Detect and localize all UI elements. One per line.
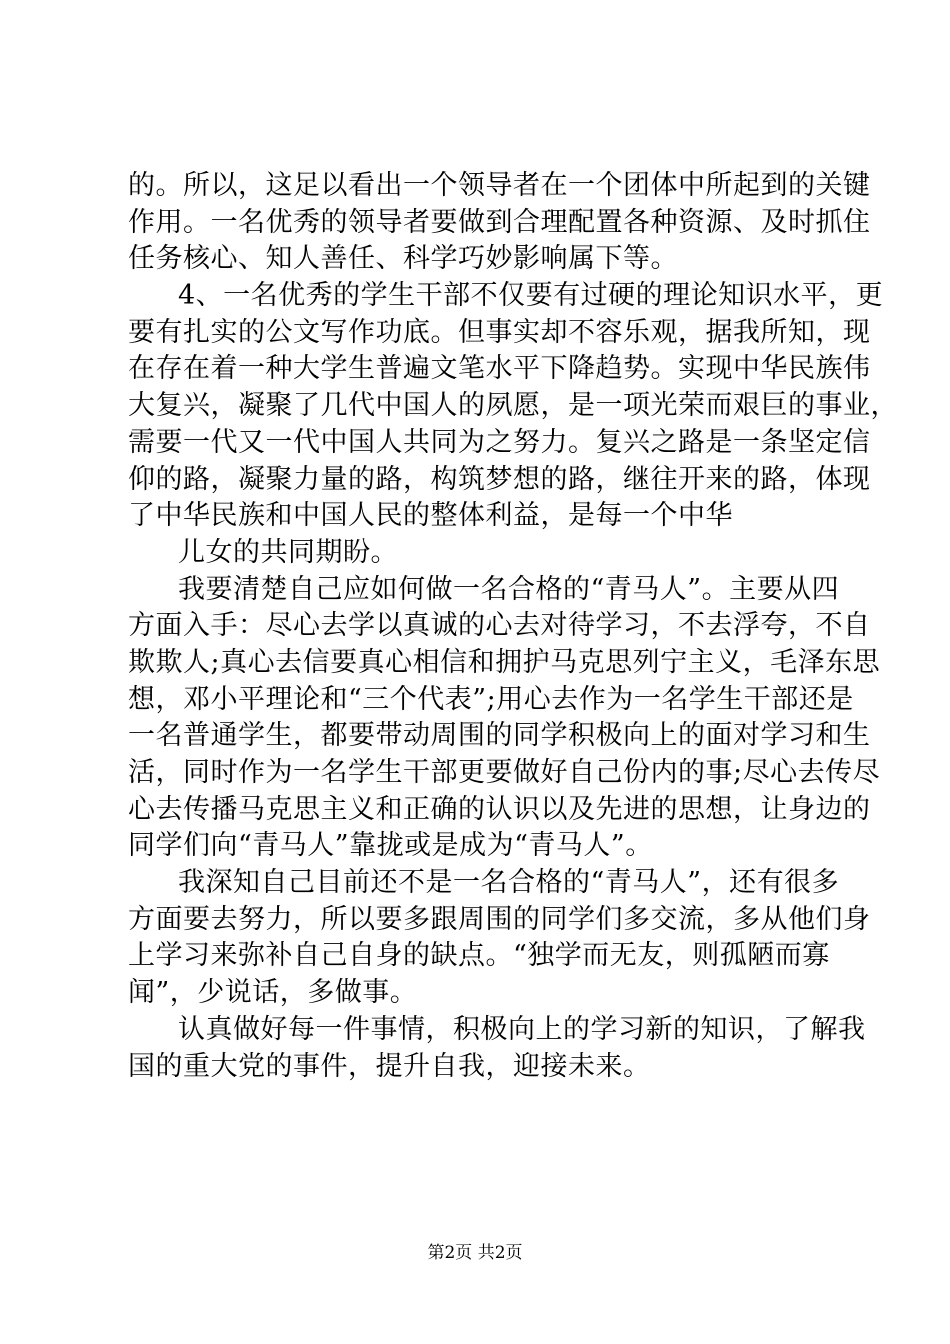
page-footer: 第2页 共2页	[427, 1243, 523, 1263]
text-line: 大复兴，凝聚了几代中国人的夙愿，是一项光荣而艰巨的事业，	[128, 390, 898, 422]
text-line: 活，同时作为一名学生干部更要做好自己份内的事;尽心去传尽	[128, 757, 881, 788]
text-line: 心去传播马克思主义和正确的认识以及先进的思想，让身边的	[128, 793, 871, 825]
text-line: 在存在着一种大学生普遍文笔水平下降趋势。实现中华民族伟	[128, 353, 871, 385]
text-line: 方面入手：尽心去学以真诚的心去对待学习，不去浮夸，不自	[128, 610, 871, 642]
text-line: 我要清楚自己应如何做一名合格的“青马人”。主要从四	[178, 573, 840, 605]
document-body	[128, 168, 898, 1085]
text-line: 任务核心、知人善任、科学巧妙影响属下等。	[128, 243, 678, 275]
text-line: 儿女的共同期盼。	[178, 536, 398, 568]
text-line: 认真做好每一件事情，积极向上的学习新的知识，了解我	[178, 1013, 866, 1045]
text-line: 的。所以，这足以看出一个领导者在一个团体中所起到的关键	[128, 170, 871, 201]
text-line: 想，邓小平理论和“三个代表”;用心去作为一名学生干部还是	[128, 683, 854, 715]
text-line: 同学们向“青马人”靠拢或是成为“青马人”。	[128, 830, 653, 862]
text-line: 国的重大党的事件，提升自我，迎接未来。	[128, 1050, 651, 1082]
text-line: 作用。一名优秀的领导者要做到合理配置各种资源、及时抓住	[128, 206, 871, 238]
text-line: 4、一名优秀的学生干部不仅要有过硬的理论知识水平，更	[178, 280, 884, 312]
text-line: 一名普通学生，都要带动周围的同学积极向上的面对学习和生	[128, 720, 871, 752]
text-line: 需要一代又一代中国人共同为之努力。复兴之路是一条坚定信	[128, 426, 871, 458]
text-line: 我深知自己目前还不是一名合格的“青马人”，还有很多	[178, 867, 840, 899]
text-line: 欺欺人;真心去信要真心相信和拥护马克思列宁主义，毛泽东思	[128, 646, 881, 678]
text-line: 方面要去努力，所以要多跟周围的同学们多交流，多从他们身	[128, 903, 871, 935]
text-line: 上学习来弥补自己自身的缺点。“独学而无友，则孤陋而寡	[128, 940, 830, 972]
text-line: 闻”，少说话，多做事。	[128, 977, 418, 1009]
text-line: 要有扎实的公文写作功底。但事实却不容乐观，据我所知，现	[128, 316, 871, 348]
text-line: 仰的路，凝聚力量的路，构筑梦想的路，继往开来的路，体现	[128, 463, 871, 495]
text-line: 了中华民族和中国人民的整体利益，是每一个中华	[128, 500, 733, 532]
